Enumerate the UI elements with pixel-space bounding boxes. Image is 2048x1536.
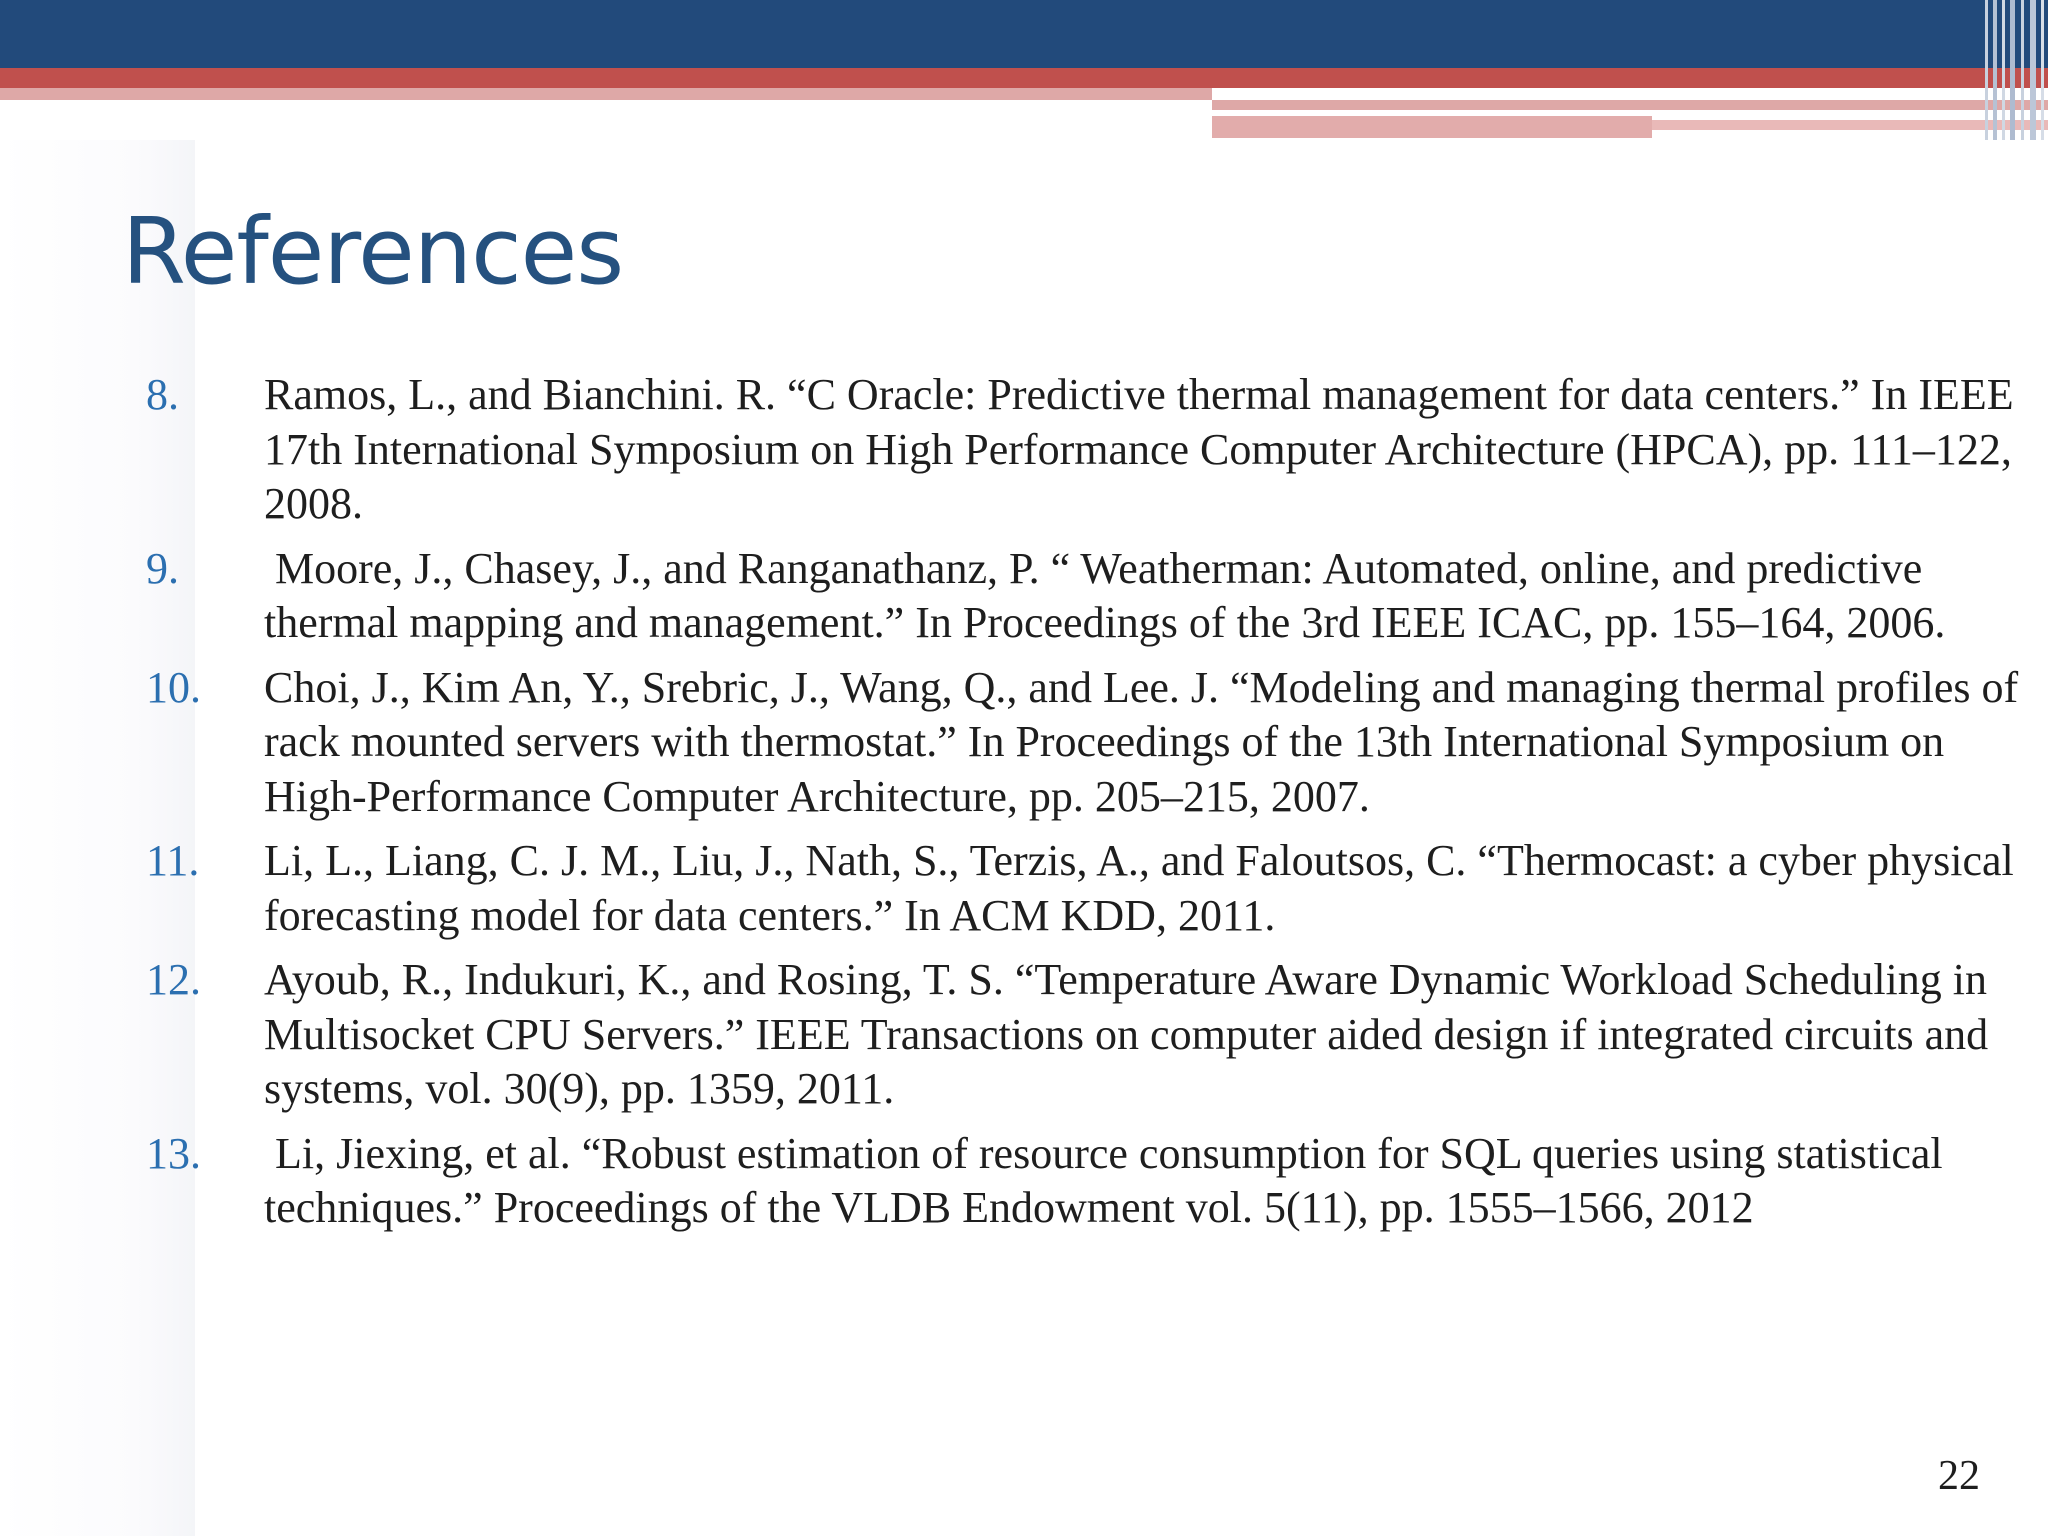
header-band-navy	[0, 0, 2048, 68]
reference-number: 10.	[146, 662, 201, 712]
header-band-pink-right	[1212, 100, 2048, 110]
reference-text: Li, Jiexing, et al. “Robust estimation of resource consumption for SQL queries using statistical techniques.” Proceedings of the VLDB Endowment vol. 5(11), pp. 1555–1566, 2012	[264, 1128, 1954, 1232]
page-title: References	[122, 198, 624, 305]
header-stripes	[1985, 0, 2048, 140]
reference-number: 11.	[146, 836, 200, 885]
header-band-pink	[0, 88, 1212, 100]
page-number: 22	[1938, 1453, 1980, 1499]
reference-item	[146, 1127, 2026, 1236]
header-band-pink-lower	[1212, 116, 1652, 138]
reference-number: 9.	[146, 543, 179, 593]
reference-text: Choi, J., Kim An, Y., Srebric, J., Wang, Q., and Lee. J. “Modeling and managing thermal profiles of rack mounted servers with thermostat.” In Proceedings of the 13th International Symposium on High-Performance Computer Architecture, pp. 205–215, 2007.	[264, 662, 2019, 821]
reference-item	[146, 834, 2026, 943]
reference-number: 13.	[146, 1128, 201, 1178]
reference-item	[146, 661, 2026, 825]
reference-number: 8.	[146, 370, 179, 419]
reference-item	[146, 953, 2026, 1117]
reference-list	[146, 368, 2026, 1246]
reference-text: Moore, J., Chasey, J., and Ranganathanz, P. “ Weatherman: Automated, online, and predictive thermal mapping and management.” In Proceedings of the 3rd IEEE ICAC, pp. 155–164, 2006.	[264, 543, 1946, 647]
header-band-red	[0, 68, 2048, 88]
reference-text: Ramos, L., and Bianchini. R. “C Oracle: Predictive thermal management for data centers.” In IEEE 17th International Symposium on High Performance Computer Architecture (HPCA), pp. 111–122, 2008.	[264, 370, 2014, 528]
reference-text: Ayoub, R., Indukuri, K., and Rosing, T. S. “Temperature Aware Dynamic Workload Scheduling in Multisocket CPU Servers.” IEEE Transactions on computer aided design if integrated circuits and systems, vol. 30(9), pp. 1359, 2011.	[264, 955, 1989, 1113]
reference-text: Li, L., Liang, C. J. M., Liu, J., Nath, S., Terzis, A., and Faloutsos, C. “Thermocast: a cyber physical forecasting model for data centers.” In ACM KDD, 2011.	[264, 836, 2014, 940]
reference-item	[146, 368, 2026, 532]
reference-number: 12.	[146, 955, 201, 1004]
reference-item	[146, 542, 2026, 651]
